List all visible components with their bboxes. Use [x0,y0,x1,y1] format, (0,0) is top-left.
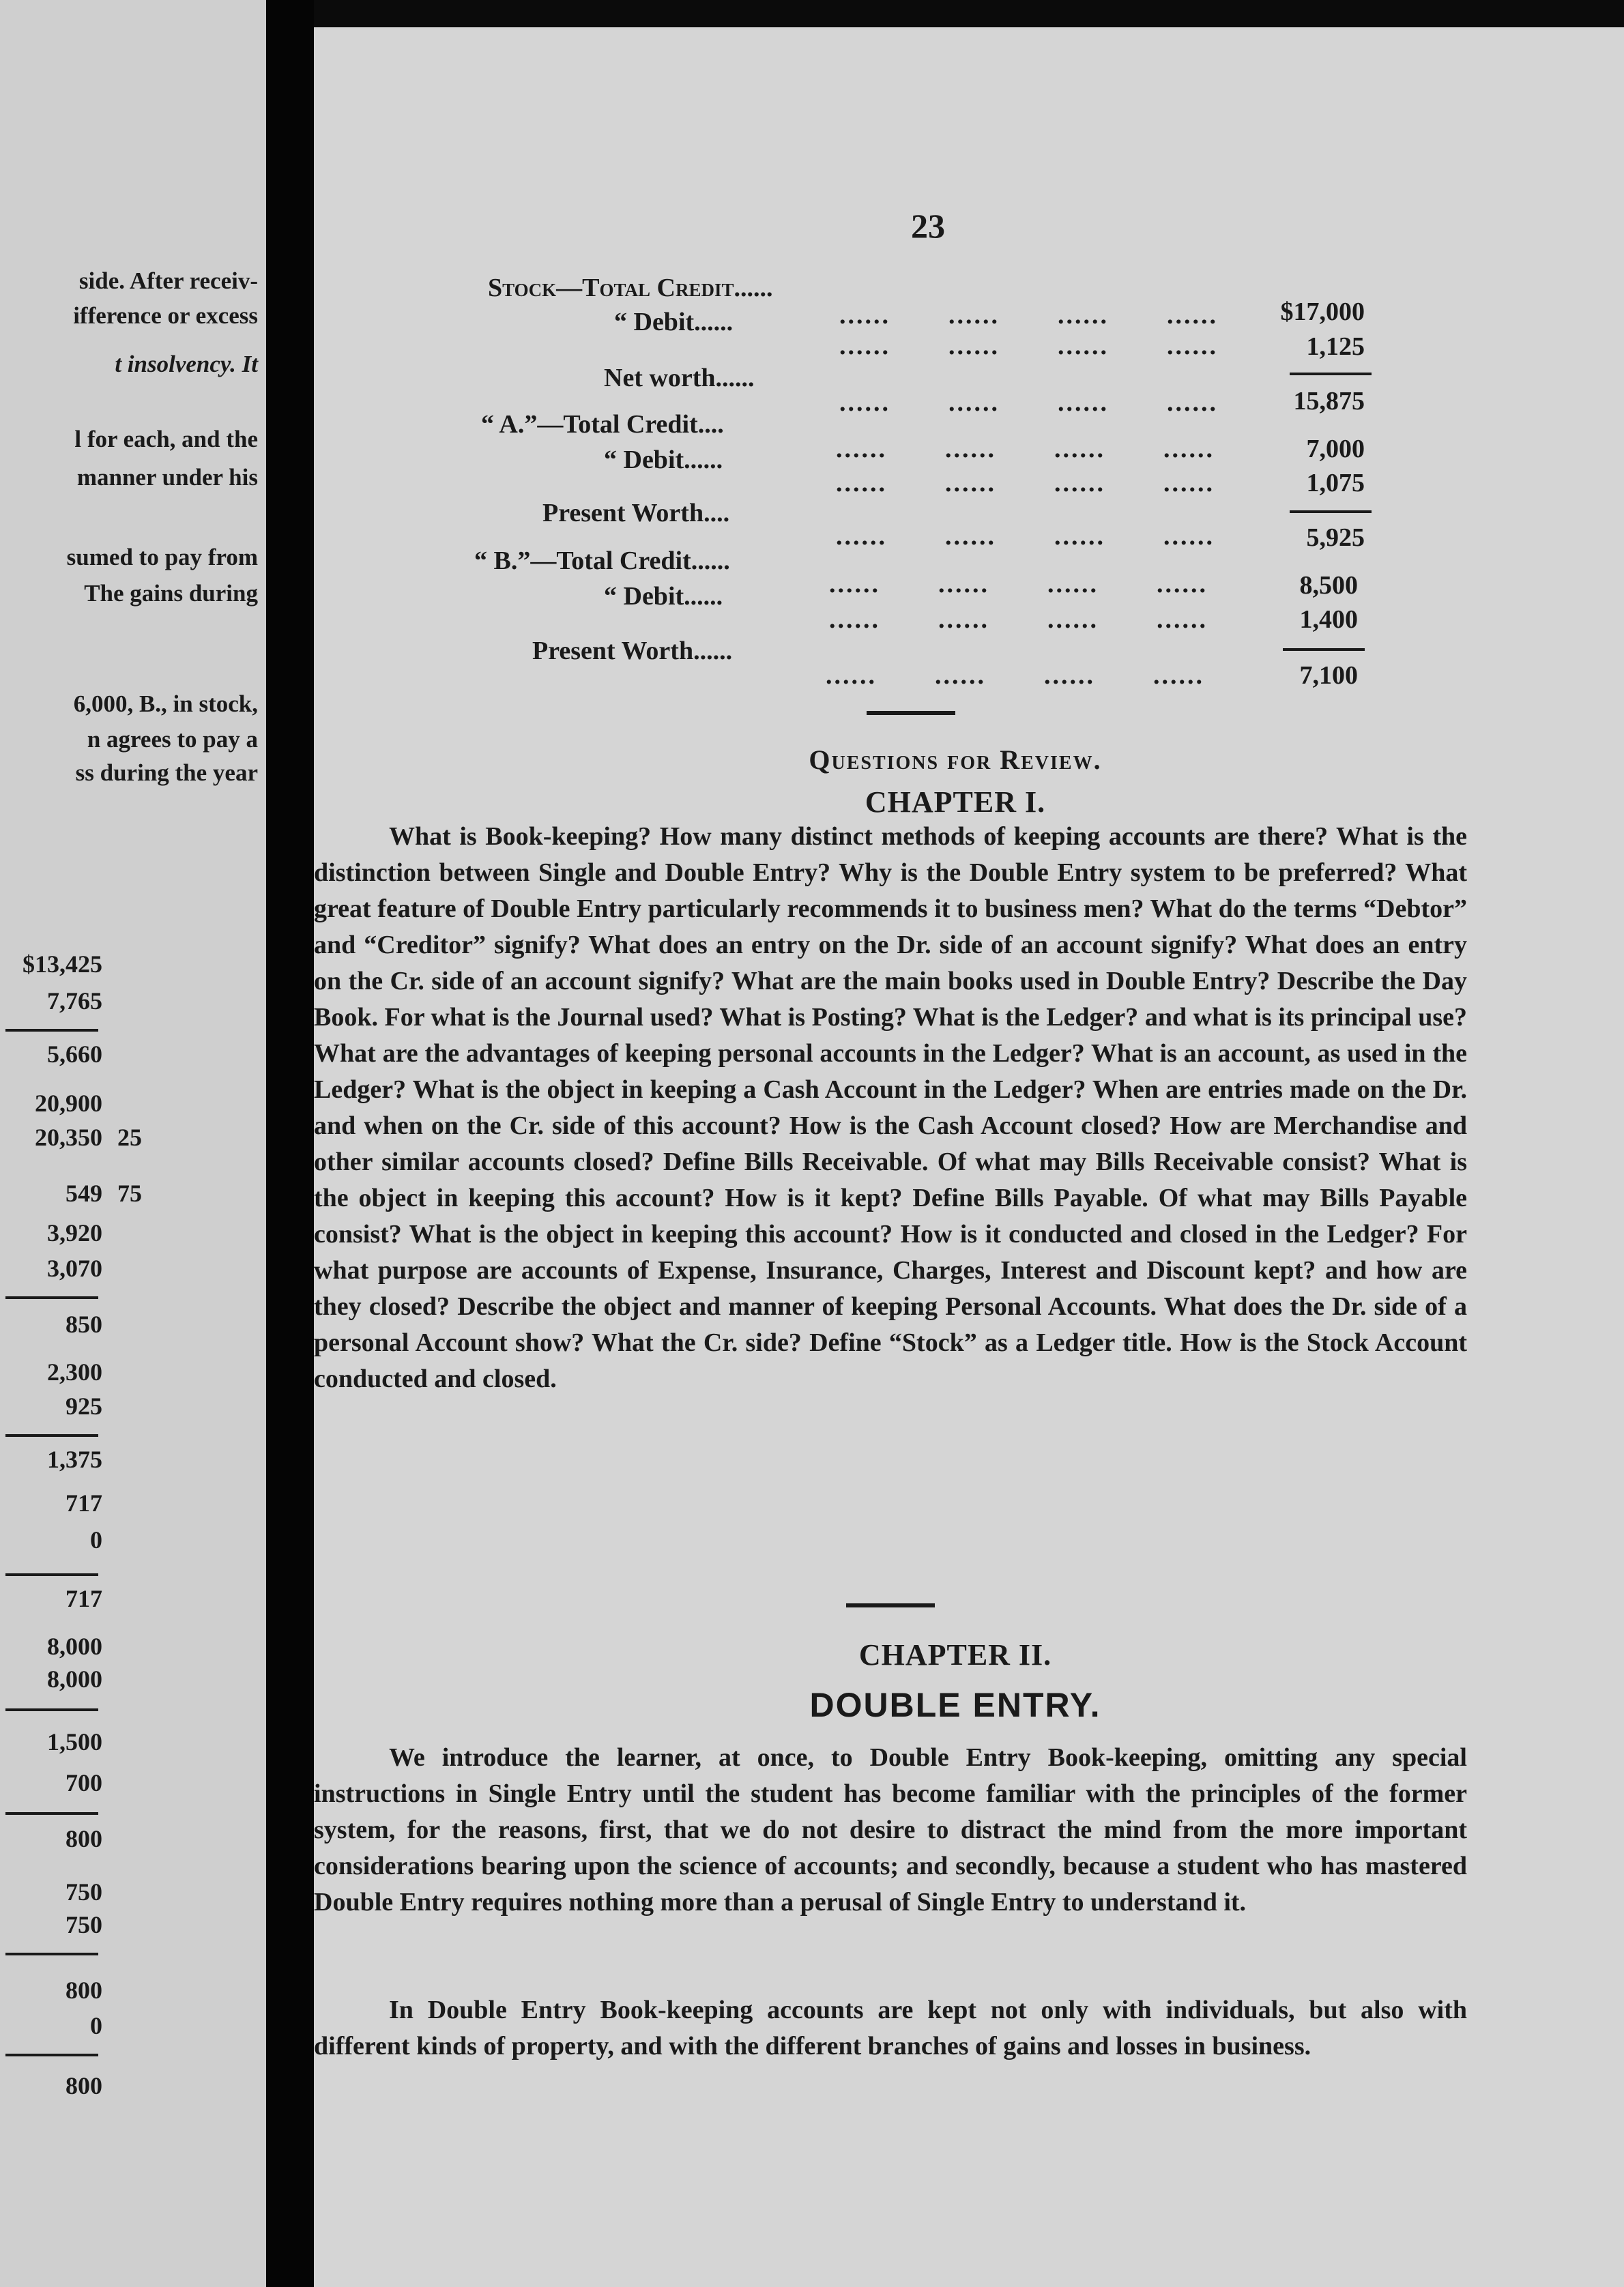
left-figure: 2,300 [47,1358,102,1386]
dot-leader: ...... [1058,332,1109,360]
dot-leader: ...... [938,605,989,634]
dot-leader: ...... [836,469,887,497]
left-text-line: ss during the year [75,759,258,786]
sum-rule [5,1296,98,1299]
statement-label: Present Worth...... [532,637,733,665]
statement-amount: 15,875 [1293,387,1365,416]
sum-rule [1283,648,1365,651]
dot-leader: ...... [829,570,880,598]
left-text-line: The gains during [84,580,258,607]
dot-leader: ...... [829,605,880,634]
statement-label: Net worth...... [604,364,755,392]
left-figure: 1,500 [47,1728,102,1756]
statement-amount: 7,100 [1299,661,1358,690]
intro-paragraph-text: We introduce the learner, at once, to Double Entry Book-keeping, omitting any special instructions in Single Entry until the student has become familiar with the principles of the former system, for the reasons, first, that we do not desire to distract the mind from the more important considerations bearing upon the science of accounts; and secondly, because a student who has mastered Double Entry requires nothing more than a perusal of Single Entry to understand it. [314,1743,1467,1917]
sum-rule [5,1708,98,1711]
dot-leader: ...... [945,522,996,551]
left-figure: 549 [66,1180,102,1207]
dot-leader: ...... [945,469,996,497]
second-paragraph [314,1992,1467,2065]
statement-label: “ Debit...... [614,308,734,336]
dot-leader: ...... [945,435,996,463]
left-figure-cents: 25 [117,1124,142,1151]
statement-amount: 1,400 [1299,605,1358,634]
chapter-heading: CHAPTER I. [865,785,1046,819]
page-number: 23 [911,207,945,245]
chapter-title: DOUBLE ENTRY. [809,1686,1101,1724]
left-figure: 8,000 [47,1665,102,1693]
left-text-line: l for each, and the [74,426,258,452]
left-figure: 3,070 [47,1255,102,1282]
dot-leader: ...... [826,661,877,690]
left-figure: 750 [66,1911,102,1938]
left-text-line: ifference or excess [73,302,258,329]
page [314,27,1624,2287]
dot-leader: ...... [1058,388,1109,417]
left-text-line: t insolvency. It [115,351,258,377]
dot-leader: ...... [1163,469,1215,497]
dot-leader: ...... [1044,661,1095,690]
left-figure-cents: 75 [117,1180,142,1207]
statement-amount: 1,125 [1306,332,1365,361]
second-paragraph-text: In Double Entry Book-keeping accounts are kept not only with individuals, but also with different kinds of property, and with the different branches of gains and losses in business. [314,1996,1467,2060]
statement-label: “ Debit...... [604,582,723,611]
sum-rule [1290,373,1372,375]
left-text-line: sumed to pay from [66,544,258,570]
left-figure: 717 [66,1585,102,1612]
left-figure: 750 [66,1878,102,1906]
left-figure: 20,350 [35,1124,102,1151]
left-figure: 0 [90,2012,102,2039]
left-figure: 20,900 [35,1090,102,1117]
left-figure: 800 [66,1825,102,1852]
review-heading: Questions for Review. [809,744,1102,775]
left-figure: 800 [66,2072,102,2099]
chapter-heading: CHAPTER II. [858,1638,1052,1672]
intro-paragraph [314,1740,1467,1921]
left-figure: 925 [66,1393,102,1420]
statement-label: “ A.”—Total Credit.... [481,410,724,439]
left-figure: 700 [66,1769,102,1796]
left-figure: 3,920 [47,1219,102,1247]
dot-leader: ...... [836,435,887,463]
left-figure: 717 [66,1489,102,1517]
dot-leader: ...... [1167,388,1218,417]
statement-amount: 8,500 [1299,571,1358,600]
dot-leader: ...... [839,388,890,417]
statement-amount: 5,925 [1306,523,1365,552]
dot-leader: ...... [948,388,1000,417]
left-figure: 5,660 [47,1040,102,1068]
sum-rule [5,1029,98,1032]
left-text-line: manner under his [76,464,258,491]
left-figure: 850 [66,1311,102,1338]
sum-rule [5,1573,98,1576]
dot-leader: ...... [1157,570,1208,598]
dot-leader: ...... [836,522,887,551]
dot-leader: ...... [1167,301,1218,330]
dot-leader: ...... [839,332,890,360]
dot-leader: ...... [938,570,989,598]
left-figure: 8,000 [47,1633,102,1660]
left-text-line: 6,000, B., in stock, [73,690,258,717]
left-figure: 7,765 [47,987,102,1015]
left-figure: 1,375 [47,1446,102,1473]
left-text-line: side. After receiv- [78,267,258,294]
sum-rule [5,1953,98,1955]
statement-label: Stock—Total Credit...... [488,274,773,302]
review-questions [314,819,1467,1397]
dot-leader: ...... [1054,522,1105,551]
dot-leader: ...... [1167,332,1218,360]
dot-leader: ...... [1163,435,1215,463]
statement-amount: 7,000 [1306,435,1365,463]
dot-leader: ...... [1054,469,1105,497]
sum-rule [5,2054,98,2056]
left-figure: 800 [66,1977,102,2004]
sum-rule [1290,510,1372,513]
statement-label: “ Debit...... [604,446,723,474]
dot-leader: ...... [1153,661,1204,690]
dot-leader: ...... [1163,522,1215,551]
section-divider [846,1603,935,1607]
sum-rule [5,1812,98,1815]
left-figure: 0 [90,1526,102,1554]
section-divider [867,711,955,715]
statement-label: “ B.”—Total Credit...... [474,547,730,575]
dot-leader: ...... [948,301,1000,330]
statement-amount: 1,075 [1306,469,1365,497]
sum-rule [5,1434,98,1437]
left-figure: $13,425 [23,950,102,978]
dot-leader: ...... [935,661,986,690]
dot-leader: ...... [1157,605,1208,634]
dot-leader: ...... [1054,435,1105,463]
statement-amount: $17,000 [1280,297,1365,326]
dot-leader: ...... [839,301,890,330]
book-gutter [266,0,314,2287]
statement-label: Present Worth.... [542,499,730,527]
dot-leader: ...... [1058,301,1109,330]
dot-leader: ...... [948,332,1000,360]
previous-page-strip [0,0,266,2287]
left-text-line: n agrees to pay a [87,726,258,753]
dot-leader: ...... [1047,605,1099,634]
review-questions-text: What is Book-keeping? How many distinct methods of keeping accounts are there? What is the distinction between Single and Double Entry? Why is the Double Entry system to be preferred? What great feature of Double Entry particularly recommends it to business men? What do the terms “Debtor” and “Creditor” signify? What does an entry on the Dr. side of an account signify? What does an entry on the Cr. side of an account signify? What are the main books used in Double Entry? Describe the Day Book. For what is the Journal used? What is Posting? What is the Ledger? and what is its principal use? What are the advantages of keeping personal accounts in the Ledger? What is an account, as used in the Ledger? What is the object in keeping a Cash Account in the Ledger? When are entries made on the Dr. and when on the Cr. side of this account? How is the Cash Account closed? How are Merchandise and other similar accounts closed? Define Bills Receivable. Of what may Bills Receivable consist? What is the object in keeping this account? How is it kept? Define Bills Payable. Of what may Bills Payable consist? What is the object in keeping this account? How is it conducted and closed in the Ledger? For what purpose are accounts of Expense, Insurance, Charges, Interest and Discount kept? and how are they closed? Describe the object and manner of keeping Personal Accounts. What does the Dr. side of a personal Account show? What the Cr. side? Define “Stock” as a Ledger title. How is the Stock Account conducted and closed. [314,822,1467,1393]
dot-leader: ...... [1047,570,1099,598]
